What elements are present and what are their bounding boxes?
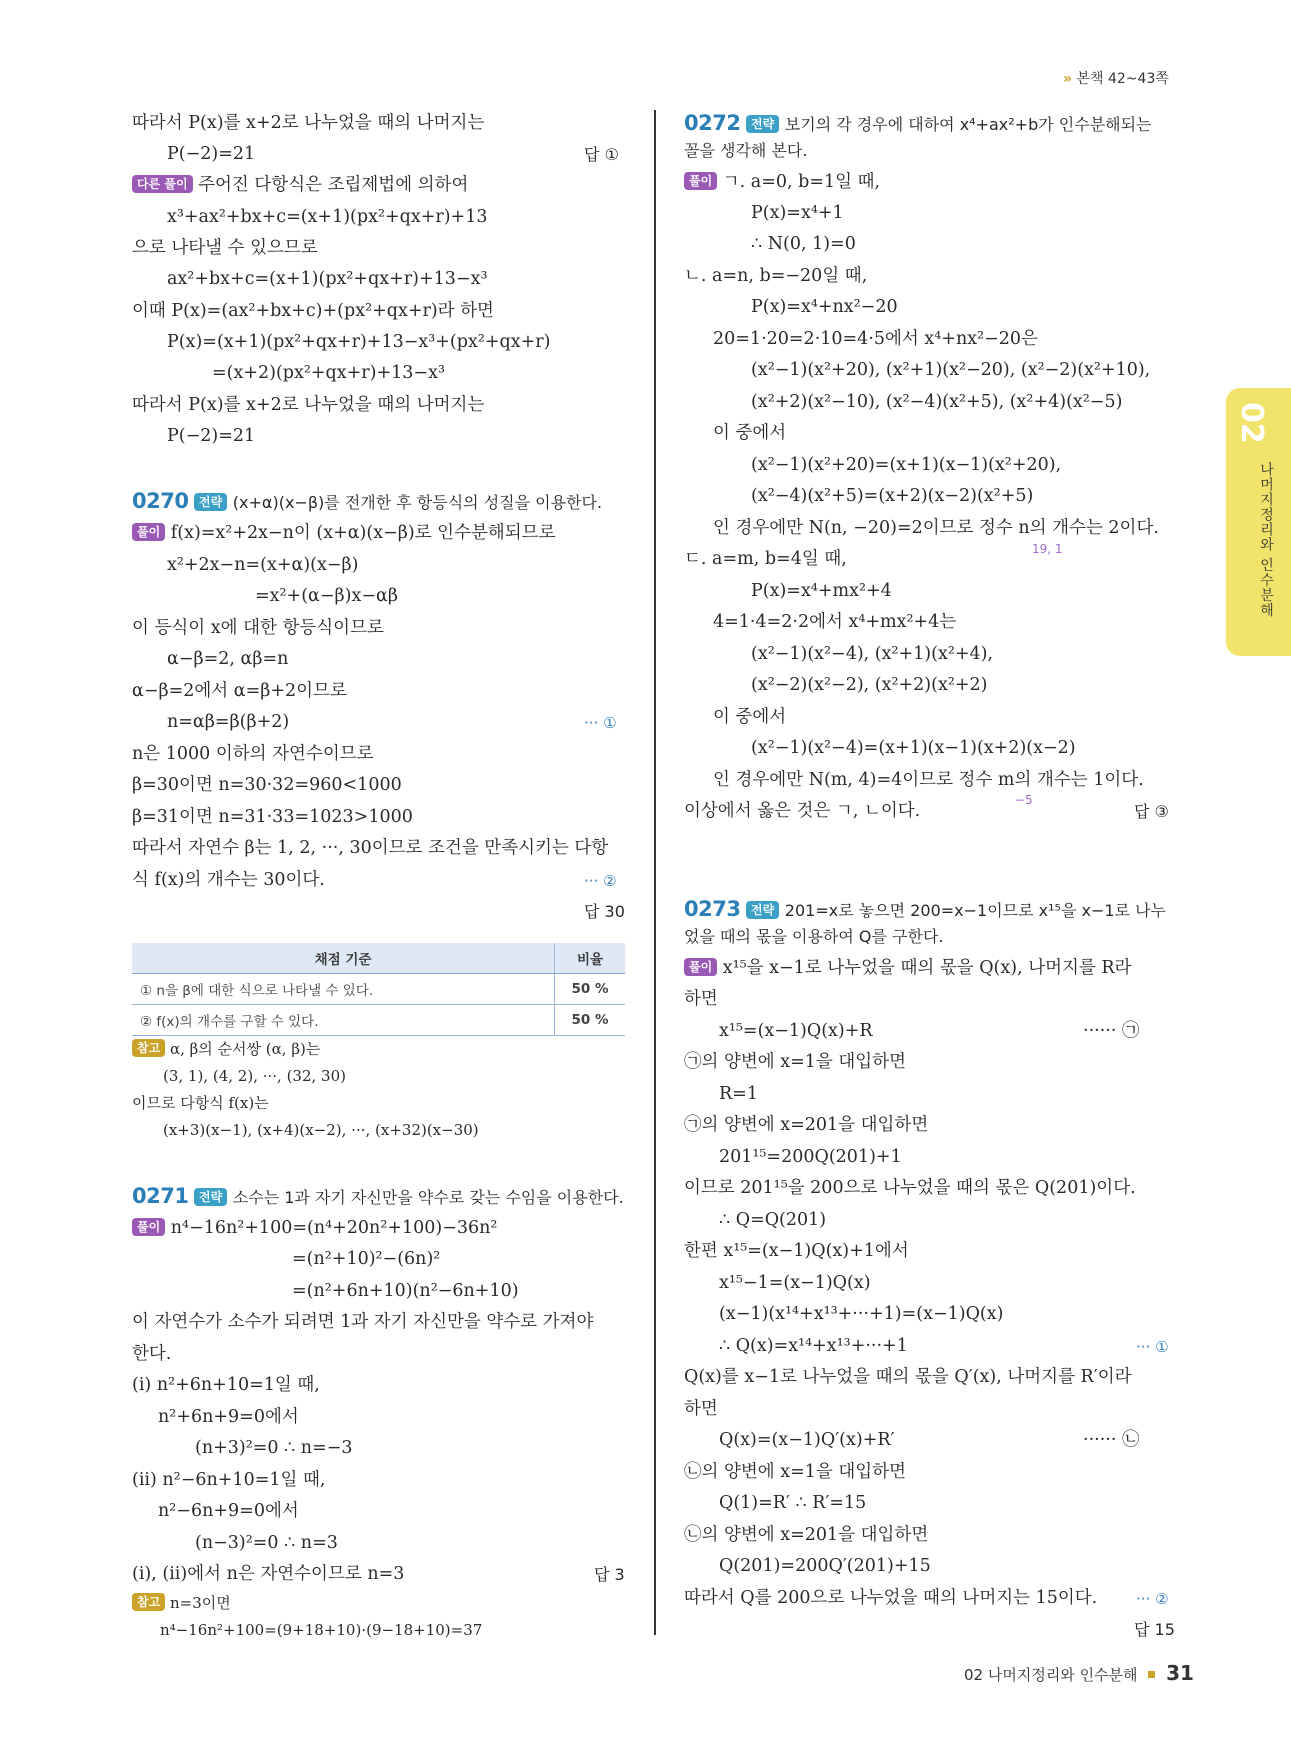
answer-mark: 답 3 — [594, 1565, 625, 1584]
math-line: 201¹⁵=200Q(201)+1 — [719, 1147, 902, 1167]
text-line: 따라서 P(x)를 x+2로 나누었을 때의 나머지는 — [132, 395, 485, 415]
answer-mark: 답 ③ — [1134, 802, 1169, 821]
equation-marker: ······ ㉠ — [1083, 1021, 1140, 1041]
math-line: P(x)=x⁴+nx²−20 — [751, 297, 898, 317]
problem-number: 0273 — [684, 897, 741, 921]
solution-tag: 풀이 — [684, 172, 717, 190]
math-line: (x²−4)(x²+5)=(x+2)(x−2)(x²+5) — [751, 486, 1034, 506]
column-divider — [654, 110, 656, 1635]
math-line: (x−1)(x¹⁴+x¹³+···+1)=(x−1)Q(x) — [719, 1304, 1004, 1324]
text-line: 이 자연수가 소수가 되려면 1과 자기 자신만을 약수로 가져야 — [132, 1312, 594, 1332]
text-line: ㉡의 양변에 x=201을 대입하면 — [684, 1525, 929, 1545]
strategy-text: (x+α)(x−β)를 전개한 후 항등식의 성질을 이용한다. — [232, 493, 603, 512]
math-line: x¹⁵−1=(x−1)Q(x) — [719, 1273, 871, 1293]
math-line: Q(1)=R′ ∴ R′=15 — [719, 1493, 867, 1513]
answer-mark: 답 30 — [584, 902, 625, 921]
text-line: 이므로 다항식 f(x)는 — [132, 1094, 269, 1112]
solution-line — [684, 171, 880, 193]
math-line: (n−3)²=0 ∴ n=3 — [195, 1533, 338, 1553]
reference-tag: 참고 — [132, 1039, 165, 1057]
solution-tag: 풀이 — [132, 1218, 165, 1236]
book-page-reference: » 본책 42~43쪽 — [1063, 71, 1169, 87]
math-line: (x²−1)(x²−4)=(x+1)(x−1)(x+2)(x−2) — [751, 738, 1076, 758]
grading-criterion: ① n을 β에 대한 식으로 나타낼 수 있다. — [132, 974, 555, 1005]
text-line: 이 중에서 — [713, 423, 787, 443]
math-line: P(x)=x⁴+mx²+4 — [751, 581, 892, 601]
math-line: (x+3)(x−1), (x+4)(x−2), ···, (x+32)(x−30) — [163, 1121, 479, 1139]
text-line: α, β의 순서쌍 (α, β)는 — [169, 1040, 321, 1058]
math-line: P(x)=(x+1)(px²+qx+r)+13−x³+(px²+qx+r) — [167, 332, 551, 352]
problem-0273-header — [684, 898, 1166, 922]
alt-solution-line — [132, 174, 468, 196]
problem-number: 0272 — [684, 111, 741, 135]
math-line: (3, 1), (4, 2), ···, (32, 30) — [163, 1067, 346, 1085]
answer-mark: 답 15 — [1134, 1620, 1175, 1639]
math-line: β=31이면 n=31·33=1023>1000 — [132, 807, 413, 827]
text-line: 4=1·4=2·2에서 x⁴+mx²+4는 — [713, 612, 957, 632]
problem-0270-header — [132, 490, 602, 514]
text-line: 인 경우에만 N(n, −20)=2이므로 정수 n의 개수는 2이다. — [713, 518, 1159, 538]
text-line: (i) n²+6n+10=1일 때, — [132, 1375, 320, 1395]
math-line: x²+2x−n=(x+α)(x−β) — [167, 555, 359, 575]
step-marker: ··· ① — [1136, 1338, 1169, 1356]
solution-line — [132, 522, 556, 544]
math-line: =x²+(α−β)x−αβ — [255, 586, 398, 606]
chapter-title: 나머지정리와 인수분해 — [1258, 462, 1274, 618]
text-line: 따라서 자연수 β는 1, 2, ···, 30이므로 조건을 만족시키는 다항 — [132, 838, 609, 858]
text-line: α−β=2에서 α=β+2이므로 — [132, 681, 347, 701]
math-line: (x²−1)(x²−4), (x²+1)(x²+4), — [751, 644, 994, 664]
strategy-text: 소수는 1과 자기 자신만을 약수로 갖는 수임을 이용한다. — [232, 1188, 624, 1207]
text-line: 20=1·20=2·10=4·5에서 x⁴+nx²−20은 — [713, 329, 1038, 349]
strategy-text-cont: 었을 때의 몫을 이용하여 Q를 구한다. — [684, 927, 944, 946]
text-line: 이 등식이 x에 대한 항등식이므로 — [132, 618, 384, 638]
math-line: ∴ Q(x)=x¹⁴+x¹³+···+1 — [719, 1336, 908, 1356]
math-line: x¹⁵=(x−1)Q(x)+R — [719, 1021, 873, 1041]
math-line: (n+3)²=0 ∴ n=−3 — [195, 1438, 353, 1458]
text-line: 이므로 201¹⁵을 200으로 나누었을 때의 몫은 Q(201)이다. — [684, 1178, 1136, 1198]
grading-header-ratio: 비율 — [555, 943, 626, 974]
text-line: (ii) n²−6n+10=1일 때, — [132, 1470, 326, 1490]
footer-chapter-title: 02 나머지정리와 인수분해 — [964, 1666, 1138, 1684]
math-line: n⁴−16n²+100=(9+18+10)·(9−18+10)=37 — [160, 1621, 483, 1639]
solution-line — [132, 1217, 497, 1239]
text-line: ㄱ. a=0, b=1일 때, — [722, 172, 881, 192]
step-marker: ··· ② — [1136, 1590, 1169, 1608]
problem-0271-header — [132, 1185, 624, 1209]
text-line: ㉠의 양변에 x=1을 대입하면 — [684, 1052, 906, 1072]
chapter-side-tab — [1226, 388, 1291, 656]
math-line: R=1 — [719, 1084, 758, 1104]
math-line: (x²+2)(x²−10), (x²−4)(x²+5), (x²+4)(x²−5) — [751, 392, 1123, 412]
grading-header-criteria: 채점 기준 — [132, 943, 555, 974]
grading-ratio: 50 % — [555, 974, 626, 1005]
text-line: ㉠의 양변에 x=201을 대입하면 — [684, 1115, 929, 1135]
text-line: ㄷ. a=m, b=4일 때, — [684, 549, 847, 569]
math-line: (x²−1)(x²+20), (x²+1)(x²−20), (x²−2)(x²+10), — [751, 360, 1151, 380]
strategy-text: 201=x로 놓으면 200=x−1이므로 x¹⁵을 x−1로 나누 — [784, 901, 1167, 920]
solution-tag: 풀이 — [132, 523, 165, 541]
math-line: n=αβ=β(β+2) — [167, 712, 290, 732]
text-line: 한다. — [132, 1344, 172, 1364]
math-line: Q(x)=(x−1)Q′(x)+R′ — [719, 1430, 895, 1450]
text-line: 이 중에서 — [713, 707, 787, 727]
problem-number: 0271 — [132, 1184, 189, 1208]
text-line: 주어진 다항식은 조립제법에 의하여 — [198, 175, 469, 195]
solution-line — [684, 957, 1131, 979]
grading-table — [132, 943, 625, 1036]
footer-chapter — [964, 1661, 1194, 1685]
text-line: 이때 P(x)=(ax²+bx+c)+(px²+qx+r)라 하면 — [132, 301, 494, 321]
text-line: n=3이면 — [169, 1594, 231, 1612]
page-number: 31 — [1166, 1661, 1194, 1685]
math-line: P(x)=x⁴+1 — [751, 203, 844, 223]
text-line: (i), (ii)에서 n은 자연수이므로 n=3 — [132, 1564, 405, 1584]
problem-0272-header — [684, 112, 1152, 136]
strategy-text-cont: 꼴을 생각해 본다. — [684, 141, 808, 160]
strategy-tag: 전략 — [194, 1188, 227, 1206]
text-line: ㉡의 양변에 x=1을 대입하면 — [684, 1462, 906, 1482]
text-line: 한편 x¹⁵=(x−1)Q(x)+1에서 — [684, 1241, 909, 1261]
math-line: =(n²+6n+10)(n²−6n+10) — [292, 1281, 519, 1301]
math-line: P(−2)=21 — [167, 144, 256, 164]
strategy-tag: 전략 — [194, 493, 227, 511]
math-line: ∴ N(0, 1)=0 — [751, 234, 856, 254]
text-line: 인 경우에만 N(m, 4)=4이므로 정수 m의 개수는 1이다. — [713, 770, 1144, 790]
math-line: β=30이면 n=30·32=960<1000 — [132, 775, 402, 795]
math-line: (x²−2)(x²−2), (x²+2)(x²+2) — [751, 675, 988, 695]
math-line: Q(201)=200Q′(201)+15 — [719, 1556, 931, 1576]
math-line: α−β=2, αβ=n — [167, 649, 289, 669]
text-line: n은 1000 이하의 자연수이므로 — [132, 744, 374, 764]
text-line: ㄴ. a=n, b=−20일 때, — [684, 266, 868, 286]
chapter-number: 02 — [1234, 402, 1269, 444]
strategy-tag: 전략 — [746, 901, 779, 919]
alt-solution-tag: 다른 풀이 — [132, 175, 193, 193]
text-line: x¹⁵을 x−1로 나누었을 때의 몫을 Q(x), 나머지를 R라 — [722, 958, 1132, 978]
footer-separator — [1148, 1671, 1155, 1678]
math-line: P(−2)=21 — [167, 426, 256, 446]
math-line: =(x+2)(px²+qx+r)+13−x³ — [212, 363, 445, 383]
text-line: Q(x)를 x−1로 나누었을 때의 몫을 Q′(x), 나머지를 R′이라 — [684, 1367, 1132, 1387]
reference-line — [132, 1592, 231, 1614]
answer-mark: 답 ① — [584, 145, 619, 164]
reference-tag: 참고 — [132, 1593, 165, 1611]
math-line: n⁴−16n²+100=(n⁴+20n²+100)−36n² — [170, 1218, 498, 1238]
math-line: x³+ax²+bx+c=(x+1)(px²+qx+r)+13 — [167, 207, 488, 227]
grading-criterion: ② f(x)의 개수를 구할 수 있다. — [132, 1005, 555, 1036]
text-line: 하면 — [684, 989, 718, 1009]
text-line: 따라서 P(x)를 x+2로 나누었을 때의 나머지는 — [132, 113, 485, 133]
reference-line — [132, 1038, 320, 1060]
grading-ratio: 50 % — [555, 1005, 626, 1036]
margin-note: −5 — [1015, 793, 1033, 807]
math-line: n²−6n+9=0에서 — [158, 1501, 299, 1521]
solution-tag: 풀이 — [684, 958, 717, 976]
text-line: 이상에서 옳은 것은 ㄱ, ㄴ이다. — [684, 801, 921, 821]
margin-note: 19, 1 — [1032, 542, 1063, 556]
strategy-tag: 전략 — [746, 115, 779, 133]
text-line: 식 f(x)의 개수는 30이다. — [132, 870, 325, 890]
math-line: =(n²+10)²−(6n)² — [292, 1249, 441, 1269]
equation-marker: ······ ㉡ — [1083, 1430, 1140, 1450]
text-line: 따라서 Q를 200으로 나누었을 때의 나머지는 15이다. — [684, 1588, 1098, 1608]
math-line: (x²−1)(x²+20)=(x+1)(x−1)(x²+20), — [751, 455, 1062, 475]
math-line: ∴ Q=Q(201) — [719, 1210, 827, 1230]
text-line: 하면 — [684, 1399, 718, 1419]
strategy-text: 보기의 각 경우에 대하여 x⁴+ax²+b가 인수분해되는 — [784, 115, 1152, 134]
text-line: f(x)=x²+2x−n이 (x+α)(x−β)로 인수분해되므로 — [170, 523, 556, 543]
math-line: n²+6n+9=0에서 — [158, 1407, 299, 1427]
problem-number: 0270 — [132, 489, 189, 513]
text-line: 으로 나타낼 수 있으므로 — [132, 238, 318, 258]
step-marker: ··· ② — [584, 872, 617, 890]
math-line: ax²+bx+c=(x+1)(px²+qx+r)+13−x³ — [167, 269, 488, 289]
step-marker: ··· ① — [584, 714, 617, 732]
